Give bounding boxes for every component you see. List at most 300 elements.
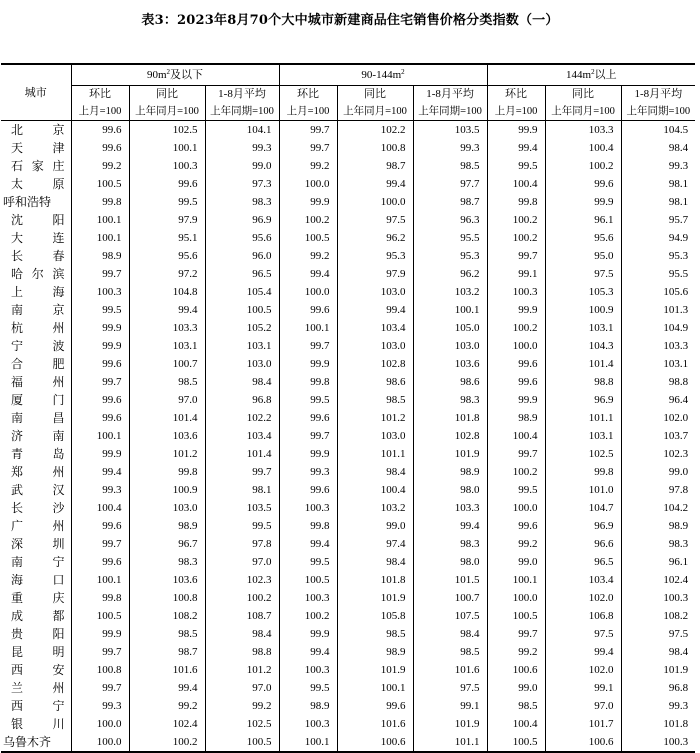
table-row bbox=[1, 499, 695, 517]
index-value: 100.3 bbox=[487, 283, 545, 301]
sub-header: 同比 bbox=[545, 86, 621, 104]
index-value: 98.0 bbox=[413, 481, 487, 499]
index-value: 99.5 bbox=[71, 301, 129, 319]
index-value: 100.3 bbox=[129, 157, 205, 175]
index-value: 99.0 bbox=[621, 463, 695, 481]
index-value: 96.8 bbox=[205, 391, 279, 409]
index-value: 100.2 bbox=[279, 607, 337, 625]
index-value: 99.9 bbox=[71, 337, 129, 355]
index-value: 100.7 bbox=[413, 589, 487, 607]
index-value: 98.1 bbox=[621, 175, 695, 193]
index-value: 100.1 bbox=[71, 211, 129, 229]
index-value: 99.9 bbox=[71, 625, 129, 643]
index-value: 100.0 bbox=[487, 337, 545, 355]
base-header: 上月=100 bbox=[487, 103, 545, 121]
index-value: 99.8 bbox=[487, 193, 545, 211]
index-value: 100.2 bbox=[279, 211, 337, 229]
sub-header: 环比 bbox=[71, 86, 129, 104]
index-value: 100.1 bbox=[279, 319, 337, 337]
index-value: 100.5 bbox=[205, 733, 279, 752]
city-name: 贵阳 bbox=[11, 626, 65, 641]
base-header: 上年同月=100 bbox=[337, 103, 413, 121]
index-value: 99.7 bbox=[71, 373, 129, 391]
index-value: 105.8 bbox=[337, 607, 413, 625]
index-value: 100.0 bbox=[337, 193, 413, 211]
index-value: 104.3 bbox=[545, 337, 621, 355]
base-header: 上年同月=100 bbox=[129, 103, 205, 121]
index-value: 103.1 bbox=[129, 337, 205, 355]
index-value: 99.6 bbox=[71, 355, 129, 373]
index-value: 100.5 bbox=[205, 301, 279, 319]
index-value: 108.7 bbox=[205, 607, 279, 625]
index-value: 99.4 bbox=[337, 175, 413, 193]
index-value: 98.4 bbox=[205, 625, 279, 643]
index-value: 96.0 bbox=[205, 247, 279, 265]
index-value: 104.5 bbox=[621, 121, 695, 140]
index-value: 96.2 bbox=[413, 265, 487, 283]
table-row bbox=[1, 733, 695, 752]
index-value: 100.8 bbox=[71, 661, 129, 679]
index-value: 100.0 bbox=[71, 733, 129, 752]
city-name: 长沙 bbox=[11, 500, 65, 515]
index-value: 100.5 bbox=[279, 229, 337, 247]
index-value: 95.6 bbox=[129, 247, 205, 265]
index-value: 99.6 bbox=[71, 553, 129, 571]
index-value: 98.9 bbox=[337, 643, 413, 661]
index-value: 99.6 bbox=[71, 517, 129, 535]
index-value: 96.7 bbox=[129, 535, 205, 553]
table-row bbox=[1, 643, 695, 661]
index-value: 102.3 bbox=[205, 571, 279, 589]
group-header-large: $144m^2$以上 bbox=[487, 64, 695, 86]
index-value: 98.3 bbox=[129, 553, 205, 571]
index-value: 102.5 bbox=[205, 715, 279, 733]
index-value: 100.4 bbox=[71, 499, 129, 517]
index-value: 99.7 bbox=[71, 643, 129, 661]
index-value: 99.2 bbox=[279, 247, 337, 265]
index-value: 100.4 bbox=[337, 481, 413, 499]
index-value: 101.4 bbox=[205, 445, 279, 463]
index-value: 102.4 bbox=[129, 715, 205, 733]
index-value: 98.7 bbox=[337, 157, 413, 175]
index-value: 101.8 bbox=[413, 409, 487, 427]
city-name: 郑州 bbox=[11, 464, 65, 479]
index-value: 101.1 bbox=[545, 409, 621, 427]
table-row bbox=[1, 535, 695, 553]
index-value: 100.0 bbox=[487, 499, 545, 517]
city-name: 太原 bbox=[11, 176, 65, 191]
index-value: 99.8 bbox=[71, 589, 129, 607]
index-value: 99.6 bbox=[279, 481, 337, 499]
index-value: 99.5 bbox=[279, 553, 337, 571]
index-value: 106.8 bbox=[545, 607, 621, 625]
index-value: 105.2 bbox=[205, 319, 279, 337]
table-row bbox=[1, 679, 695, 697]
index-value: 103.0 bbox=[413, 337, 487, 355]
index-value: 98.5 bbox=[413, 157, 487, 175]
index-value: 97.4 bbox=[337, 535, 413, 553]
table-row bbox=[1, 553, 695, 571]
base-header: 上月=100 bbox=[279, 103, 337, 121]
index-value: 99.8 bbox=[71, 193, 129, 211]
index-value: 105.4 bbox=[205, 283, 279, 301]
index-value: 100.6 bbox=[545, 733, 621, 752]
index-value: 100.1 bbox=[337, 679, 413, 697]
city-name: 长春 bbox=[11, 248, 65, 263]
index-value: 100.1 bbox=[71, 571, 129, 589]
index-value: 99.9 bbox=[545, 193, 621, 211]
city-name: 合肥 bbox=[11, 356, 65, 371]
index-value: 95.5 bbox=[621, 265, 695, 283]
index-value: 99.0 bbox=[487, 679, 545, 697]
index-value: 98.4 bbox=[337, 463, 413, 481]
index-value: 99.2 bbox=[71, 157, 129, 175]
index-value: 103.0 bbox=[205, 355, 279, 373]
index-value: 99.6 bbox=[545, 175, 621, 193]
table-row bbox=[1, 589, 695, 607]
index-value: 99.3 bbox=[413, 139, 487, 157]
index-value: 101.4 bbox=[129, 409, 205, 427]
index-value: 99.6 bbox=[487, 355, 545, 373]
index-value: 102.4 bbox=[621, 571, 695, 589]
index-value: 103.3 bbox=[129, 319, 205, 337]
table-row bbox=[1, 661, 695, 679]
index-value: 102.8 bbox=[337, 355, 413, 373]
index-value: 103.5 bbox=[413, 121, 487, 140]
index-value: 97.5 bbox=[337, 211, 413, 229]
sub-header: 1-8月平均 bbox=[621, 86, 695, 104]
index-value: 96.5 bbox=[545, 553, 621, 571]
index-value: 99.9 bbox=[279, 355, 337, 373]
city-name: 广州 bbox=[11, 518, 65, 533]
index-value: 99.1 bbox=[487, 265, 545, 283]
table-row bbox=[1, 139, 695, 157]
index-value: 100.9 bbox=[545, 301, 621, 319]
index-value: 100.1 bbox=[71, 427, 129, 445]
index-value: 99.7 bbox=[487, 625, 545, 643]
index-value: 98.3 bbox=[413, 391, 487, 409]
index-value: 99.6 bbox=[487, 373, 545, 391]
index-value: 100.3 bbox=[279, 715, 337, 733]
table-row bbox=[1, 283, 695, 301]
index-value: 99.9 bbox=[487, 391, 545, 409]
index-value: 99.6 bbox=[279, 409, 337, 427]
city-name: 银川 bbox=[11, 716, 65, 731]
index-value: 98.9 bbox=[413, 463, 487, 481]
index-value: 100.4 bbox=[487, 427, 545, 445]
sub-header: 环比 bbox=[487, 86, 545, 104]
index-value: 99.7 bbox=[279, 121, 337, 140]
index-value: 101.7 bbox=[545, 715, 621, 733]
index-value: 99.6 bbox=[487, 517, 545, 535]
index-value: 102.2 bbox=[337, 121, 413, 140]
index-value: 103.6 bbox=[129, 427, 205, 445]
index-value: 99.8 bbox=[129, 463, 205, 481]
index-value: 100.2 bbox=[205, 589, 279, 607]
sub-header: 1-8月平均 bbox=[205, 86, 279, 104]
city-header: 城市 bbox=[1, 64, 71, 121]
index-value: 101.6 bbox=[337, 715, 413, 733]
index-value: 102.2 bbox=[205, 409, 279, 427]
city-name: 南宁 bbox=[11, 554, 65, 569]
index-value: 101.1 bbox=[413, 733, 487, 752]
table-row bbox=[1, 355, 695, 373]
city-name: 沈阳 bbox=[11, 212, 65, 227]
index-value: 99.5 bbox=[487, 157, 545, 175]
table-row bbox=[1, 211, 695, 229]
index-value: 95.5 bbox=[413, 229, 487, 247]
index-value: 95.3 bbox=[413, 247, 487, 265]
index-value: 96.5 bbox=[205, 265, 279, 283]
index-value: 103.2 bbox=[413, 283, 487, 301]
index-value: 104.7 bbox=[545, 499, 621, 517]
index-value: 100.1 bbox=[413, 301, 487, 319]
group-header-small: $90m^2$及以下 bbox=[71, 64, 279, 86]
index-value: 97.0 bbox=[545, 697, 621, 715]
index-value: 105.6 bbox=[621, 283, 695, 301]
index-value: 100.2 bbox=[487, 463, 545, 481]
index-value: 100.6 bbox=[337, 733, 413, 752]
index-value: 96.2 bbox=[337, 229, 413, 247]
index-value: 99.4 bbox=[129, 301, 205, 319]
index-value: 95.3 bbox=[621, 247, 695, 265]
index-value: 99.9 bbox=[279, 193, 337, 211]
index-value: 100.5 bbox=[487, 607, 545, 625]
index-value: 97.8 bbox=[621, 481, 695, 499]
index-value: 101.4 bbox=[545, 355, 621, 373]
index-value: 104.9 bbox=[621, 319, 695, 337]
index-value: 98.8 bbox=[205, 643, 279, 661]
index-value: 98.9 bbox=[279, 697, 337, 715]
index-value: 98.9 bbox=[129, 517, 205, 535]
city-name: 西宁 bbox=[11, 698, 65, 713]
index-value: 99.3 bbox=[205, 139, 279, 157]
index-value: 99.2 bbox=[129, 697, 205, 715]
index-value: 98.5 bbox=[337, 391, 413, 409]
city-name: 南京 bbox=[11, 302, 65, 317]
index-value: 100.4 bbox=[487, 175, 545, 193]
index-value: 99.8 bbox=[279, 373, 337, 391]
index-value: 99.3 bbox=[621, 697, 695, 715]
sub-header: 同比 bbox=[337, 86, 413, 104]
base-header: 上月=100 bbox=[71, 103, 129, 121]
table-row bbox=[1, 157, 695, 175]
index-value: 99.7 bbox=[279, 427, 337, 445]
sub-header: 环比 bbox=[279, 86, 337, 104]
index-value: 101.5 bbox=[413, 571, 487, 589]
table-row bbox=[1, 121, 695, 140]
index-value: 100.2 bbox=[545, 157, 621, 175]
index-value: 104.1 bbox=[205, 121, 279, 140]
table-row bbox=[1, 175, 695, 193]
index-value: 103.2 bbox=[337, 499, 413, 517]
index-value: 101.8 bbox=[621, 715, 695, 733]
city-name: 重庆 bbox=[11, 590, 65, 605]
index-value: 108.2 bbox=[129, 607, 205, 625]
index-value: 105.3 bbox=[545, 283, 621, 301]
index-value: 98.4 bbox=[337, 553, 413, 571]
city-name: 西安 bbox=[11, 662, 65, 677]
index-value: 99.4 bbox=[279, 265, 337, 283]
index-value: 103.3 bbox=[413, 499, 487, 517]
base-header: 上年同月=100 bbox=[545, 103, 621, 121]
index-value: 99.8 bbox=[279, 517, 337, 535]
table-row bbox=[1, 427, 695, 445]
index-value: 102.5 bbox=[129, 121, 205, 140]
index-value: 101.3 bbox=[621, 301, 695, 319]
index-value: 102.0 bbox=[545, 589, 621, 607]
city-name: 石家庄 bbox=[11, 158, 65, 173]
price-index-table bbox=[1, 63, 695, 753]
city-name: 昆明 bbox=[11, 644, 65, 659]
sub-header: 同比 bbox=[129, 86, 205, 104]
index-value: 101.9 bbox=[621, 661, 695, 679]
index-value: 100.8 bbox=[337, 139, 413, 157]
index-value: 103.1 bbox=[545, 319, 621, 337]
index-value: 95.1 bbox=[129, 229, 205, 247]
index-value: 96.9 bbox=[545, 391, 621, 409]
index-value: 99.3 bbox=[71, 481, 129, 499]
index-value: 99.8 bbox=[545, 463, 621, 481]
city-name: 乌鲁木齐 bbox=[3, 734, 52, 749]
index-value: 99.2 bbox=[279, 157, 337, 175]
table-row bbox=[1, 463, 695, 481]
index-value: 95.6 bbox=[545, 229, 621, 247]
index-value: 98.6 bbox=[413, 373, 487, 391]
index-value: 101.2 bbox=[205, 661, 279, 679]
index-value: 97.9 bbox=[337, 265, 413, 283]
city-name: 大连 bbox=[11, 230, 65, 245]
index-value: 100.4 bbox=[487, 715, 545, 733]
city-name: 南昌 bbox=[11, 410, 65, 425]
index-value: 99.3 bbox=[621, 157, 695, 175]
index-value: 99.0 bbox=[337, 517, 413, 535]
table-row bbox=[1, 517, 695, 535]
index-value: 101.0 bbox=[545, 481, 621, 499]
index-value: 98.7 bbox=[129, 643, 205, 661]
index-value: 100.3 bbox=[71, 283, 129, 301]
index-value: 103.1 bbox=[545, 427, 621, 445]
index-value: 96.1 bbox=[621, 553, 695, 571]
index-value: 96.8 bbox=[621, 679, 695, 697]
index-value: 100.9 bbox=[129, 481, 205, 499]
index-value: 96.6 bbox=[545, 535, 621, 553]
index-value: 99.1 bbox=[413, 697, 487, 715]
index-value: 98.1 bbox=[205, 481, 279, 499]
index-value: 99.7 bbox=[205, 463, 279, 481]
index-value: 100.2 bbox=[487, 319, 545, 337]
city-name: 宁波 bbox=[11, 338, 65, 353]
index-value: 100.1 bbox=[487, 571, 545, 589]
index-value: 104.2 bbox=[621, 499, 695, 517]
index-value: 99.6 bbox=[71, 139, 129, 157]
index-value: 98.3 bbox=[621, 535, 695, 553]
index-value: 99.7 bbox=[71, 679, 129, 697]
index-value: 97.5 bbox=[621, 625, 695, 643]
index-value: 100.0 bbox=[71, 715, 129, 733]
index-value: 99.6 bbox=[71, 121, 129, 140]
table-row bbox=[1, 319, 695, 337]
index-value: 99.4 bbox=[487, 139, 545, 157]
index-value: 94.9 bbox=[621, 229, 695, 247]
index-value: 99.4 bbox=[71, 463, 129, 481]
index-value: 100.1 bbox=[279, 733, 337, 752]
city-name: 福州 bbox=[11, 374, 65, 389]
index-value: 96.9 bbox=[205, 211, 279, 229]
index-value: 99.0 bbox=[487, 553, 545, 571]
index-value: 95.0 bbox=[545, 247, 621, 265]
index-value: 99.7 bbox=[487, 247, 545, 265]
index-value: 100.3 bbox=[279, 499, 337, 517]
index-value: 104.8 bbox=[129, 283, 205, 301]
table-row bbox=[1, 445, 695, 463]
index-value: 99.6 bbox=[71, 391, 129, 409]
index-value: 103.0 bbox=[129, 499, 205, 517]
city-name: 呼和浩特 bbox=[3, 194, 52, 209]
index-value: 98.4 bbox=[621, 643, 695, 661]
index-value: 97.5 bbox=[545, 625, 621, 643]
index-value: 99.9 bbox=[279, 445, 337, 463]
index-value: 100.1 bbox=[129, 139, 205, 157]
index-value: 99.6 bbox=[71, 409, 129, 427]
city-name: 兰州 bbox=[11, 680, 65, 695]
index-value: 101.2 bbox=[129, 445, 205, 463]
index-value: 100.0 bbox=[279, 175, 337, 193]
index-value: 98.4 bbox=[205, 373, 279, 391]
index-value: 98.9 bbox=[71, 247, 129, 265]
index-value: 100.3 bbox=[621, 733, 695, 752]
index-value: 99.7 bbox=[71, 265, 129, 283]
city-name: 海口 bbox=[11, 572, 65, 587]
table-row bbox=[1, 373, 695, 391]
index-value: 99.1 bbox=[545, 679, 621, 697]
index-value: 98.5 bbox=[487, 697, 545, 715]
index-value: 103.6 bbox=[413, 355, 487, 373]
index-value: 95.7 bbox=[621, 211, 695, 229]
index-value: 100.0 bbox=[487, 589, 545, 607]
table-row bbox=[1, 247, 695, 265]
city-name: 杭州 bbox=[11, 320, 65, 335]
index-value: 100.8 bbox=[129, 589, 205, 607]
index-value: 98.8 bbox=[545, 373, 621, 391]
index-value: 101.9 bbox=[337, 661, 413, 679]
index-value: 101.8 bbox=[337, 571, 413, 589]
index-value: 99.4 bbox=[279, 535, 337, 553]
index-value: 101.2 bbox=[337, 409, 413, 427]
index-value: 107.5 bbox=[413, 607, 487, 625]
index-value: 103.6 bbox=[129, 571, 205, 589]
table-row bbox=[1, 571, 695, 589]
index-value: 99.4 bbox=[129, 679, 205, 697]
index-value: 99.7 bbox=[279, 337, 337, 355]
index-value: 98.9 bbox=[487, 409, 545, 427]
index-value: 99.0 bbox=[205, 157, 279, 175]
table-row bbox=[1, 715, 695, 733]
index-value: 98.0 bbox=[413, 553, 487, 571]
index-value: 99.5 bbox=[205, 517, 279, 535]
index-value: 99.4 bbox=[413, 517, 487, 535]
index-value: 101.6 bbox=[413, 661, 487, 679]
index-value: 100.1 bbox=[71, 229, 129, 247]
city-name: 厦门 bbox=[11, 392, 65, 407]
index-value: 99.9 bbox=[487, 301, 545, 319]
index-value: 98.8 bbox=[621, 373, 695, 391]
index-value: 103.1 bbox=[205, 337, 279, 355]
index-value: 98.6 bbox=[337, 373, 413, 391]
index-value: 99.2 bbox=[487, 535, 545, 553]
index-value: 97.5 bbox=[545, 265, 621, 283]
city-name: 北京 bbox=[11, 122, 65, 137]
